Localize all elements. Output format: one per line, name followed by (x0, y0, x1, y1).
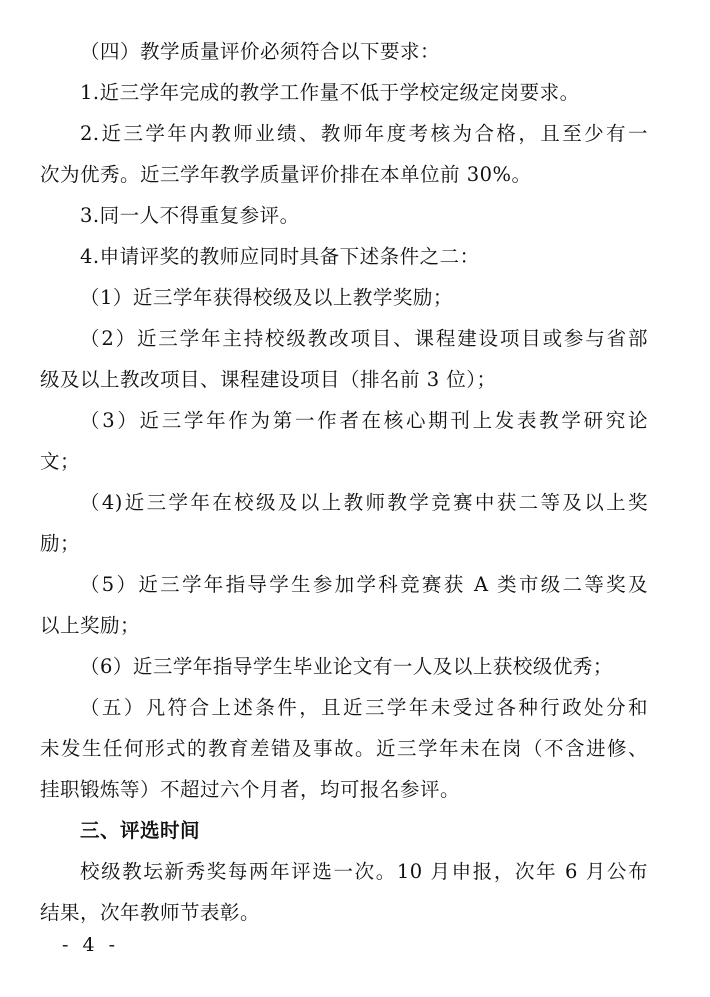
condition-3-line-1: （3）近三学年作为第一作者在核心期刊上发表教学研究论 (80, 409, 648, 432)
requirement-2-line-1: 2.近三学年内教师业绩、教师年度考核为合格，且至少有一 (80, 122, 648, 145)
requirement-3: 3.同一人不得重复参评。 (80, 204, 300, 227)
item-five-line-2: 未发生任何形式的教育差错及事故。近三学年未在岗（不含进修、 (40, 737, 648, 760)
item-five-line-3: 挂职锻炼等）不超过六个月者，均可报名参评。 (40, 778, 461, 801)
condition-5-line-1: （5）近三学年指导学生参加学科竞赛获 A 类市级二等奖及 (80, 573, 648, 596)
requirement-1: 1.近三学年完成的教学工作量不低于学校定级定岗要求。 (80, 81, 580, 104)
condition-6: （6）近三学年指导学生毕业论文有一人及以上获校级优秀； (80, 655, 613, 678)
condition-3-line-2: 文； (40, 450, 81, 473)
section-three-heading: 三、评选时间 (80, 819, 201, 842)
requirement-2-line-2: 次为优秀。近三学年教学质量评价排在本单位前 30%。 (40, 163, 532, 186)
condition-2-line-1: （2）近三学年主持校级教改项目、课程建设项目或参与省部 (80, 327, 648, 350)
condition-2-line-2: 级及以上教改项目、课程建设项目（排名前 3 位）； (40, 368, 497, 391)
selection-time-line-2: 结果，次年教师节表彰。 (40, 901, 261, 924)
requirement-4: 4.申请评奖的教师应同时具备下述条件之二： (80, 245, 480, 268)
item-five-line-1: （五）凡符合上述条件，且近三学年未受过各种行政处分和 (80, 696, 648, 719)
selection-time-line-1: 校级教坛新秀奖每两年评选一次。10 月申报，次年 6 月公布 (80, 860, 648, 883)
condition-4-line-2: 励； (40, 532, 81, 555)
condition-5-line-2: 以上奖励； (40, 614, 141, 637)
condition-4-line-1: （4)近三学年在校级及以上教师教学竞赛中获二等及以上奖 (80, 491, 648, 514)
item-four-heading: （四）教学质量评价必须符合以下要求： (80, 40, 441, 63)
page-number: - 4 - (62, 934, 120, 956)
condition-1: （1）近三学年获得校级及以上教学奖励； (80, 286, 453, 309)
